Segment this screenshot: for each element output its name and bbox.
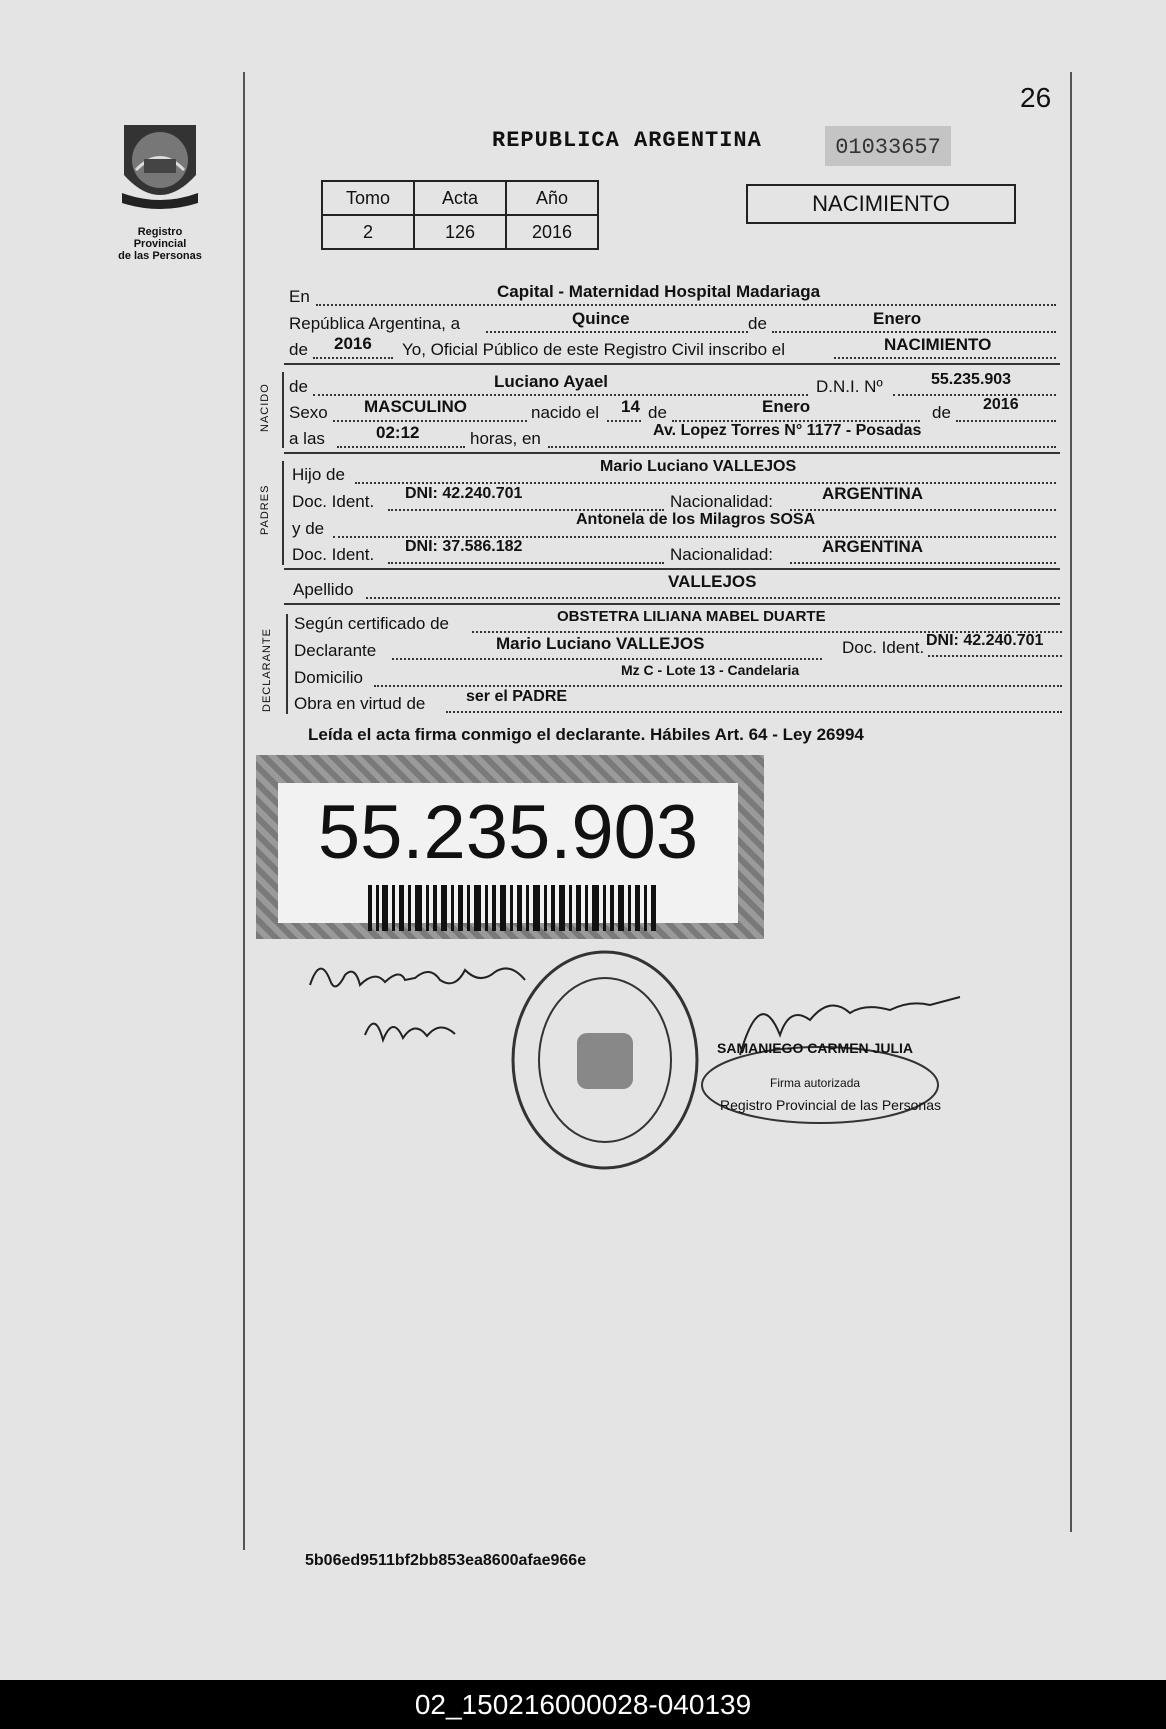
section-divider — [284, 568, 1060, 570]
registration-year: 2016 — [334, 334, 372, 353]
inscribo-value: NACIMIENTO — [884, 335, 992, 354]
en-label: En — [289, 287, 310, 306]
declarante-doc: DNI: 42.240.701 — [926, 632, 1044, 649]
logo-caption-2: de las Personas — [118, 250, 202, 262]
misiones-crest-icon — [114, 115, 206, 215]
place-of-registration: Capital - Maternidad Hospital Madariaga — [497, 282, 821, 301]
document-title: REPUBLICA ARGENTINA — [492, 128, 762, 153]
mother-doc: DNI: 37.586.182 — [405, 538, 523, 555]
acta-header: Acta — [414, 181, 506, 215]
dotted-line — [355, 482, 1056, 484]
tomo-acta-table — [321, 180, 599, 250]
dotted-line — [956, 420, 1056, 422]
section-divider — [284, 363, 1060, 365]
officer-name: SAMANIEGO CARMEN JULIA — [717, 1040, 914, 1056]
dotted-line — [834, 357, 1056, 359]
tomo-value: 2 — [322, 215, 414, 249]
yo-oficial-text: Yo, Oficial Público de este Registro Civil inscribo el — [402, 340, 785, 359]
anio-value: 2016 — [506, 215, 598, 249]
nacionalidad-label: Nacionalidad: — [670, 492, 774, 511]
right-margin-line — [1070, 72, 1072, 1532]
officer-office: Registro Provincial de las Personas — [720, 1097, 941, 1113]
dotted-line — [316, 304, 1056, 306]
left-margin-line — [243, 72, 245, 1550]
obra-value: ser el PADRE — [466, 688, 568, 705]
dotted-line — [366, 597, 1060, 599]
de-label: de — [932, 403, 951, 422]
padres-bracket — [282, 461, 284, 565]
document-hash: 5b06ed9511bf2bb853ea8600afae966e — [305, 1552, 587, 1569]
doc-ident-label: Doc. Ident. — [842, 638, 925, 657]
dotted-line — [337, 446, 465, 448]
declarante-bracket — [286, 614, 288, 714]
horas-en-label: horas, en — [470, 429, 541, 448]
dotted-line — [374, 685, 1062, 687]
padres-section-label: PADRES — [259, 484, 271, 535]
dotted-line — [313, 357, 393, 359]
apellido-label: Apellido — [293, 580, 354, 599]
nacionalidad-label: Nacionalidad: — [670, 545, 774, 564]
birth-month: Enero — [762, 397, 811, 416]
father-doc: DNI: 42.240.701 — [405, 485, 523, 502]
dni-big-number: 55.235.903 — [317, 790, 699, 875]
father-name: Mario Luciano VALLEJOS — [600, 458, 797, 475]
mother-name: Antonela de los Milagros SOSA — [576, 511, 816, 528]
a-las-label: a las — [289, 429, 325, 448]
declarante-name: Mario Luciano VALLEJOS — [496, 634, 705, 653]
birth-year: 2016 — [983, 396, 1019, 413]
dotted-line — [333, 420, 527, 422]
officer-role: Firma autorizada — [770, 1076, 861, 1090]
page-number: 26 — [1020, 82, 1052, 113]
doc-ident-label: Doc. Ident. — [292, 545, 375, 564]
nacido-el-label: nacido el — [531, 403, 600, 422]
dotted-line — [772, 331, 1056, 333]
mother-nationality: ARGENTINA — [822, 537, 924, 556]
dotted-line — [893, 394, 1056, 396]
dotted-line — [446, 711, 1062, 713]
y-de-label: y de — [292, 519, 325, 538]
official-seal-icon — [505, 945, 705, 1175]
de-label: de — [748, 314, 767, 333]
acta-value: 126 — [414, 215, 506, 249]
birth-place: Av. Lopez Torres N° 1177 - Posadas — [653, 422, 922, 439]
de-label: de — [648, 403, 667, 422]
doc-ident-label: Doc. Ident. — [292, 492, 375, 511]
section-divider — [284, 452, 1060, 454]
de-label: de — [289, 377, 308, 396]
surname: VALLEJOS — [668, 572, 757, 591]
child-sex: MASCULINO — [364, 397, 467, 416]
scan-code-footer: 02_150216000028-040139 — [0, 1680, 1166, 1729]
barcode-panel — [278, 783, 738, 923]
birth-time: 02:12 — [376, 423, 420, 442]
dotted-line — [790, 509, 1056, 511]
dotted-line — [392, 658, 822, 660]
dotted-line — [928, 655, 1062, 657]
certificado-value: OBSTETRA LILIANA MABEL DUARTE — [557, 608, 826, 625]
dni-barcode-block — [256, 755, 764, 939]
sexo-label: Sexo — [289, 403, 328, 422]
nacido-bracket — [282, 372, 284, 448]
child-dni: 55.235.903 — [931, 371, 1012, 388]
birth-day: 14 — [621, 397, 640, 416]
declarante-section-label: DECLARANTE — [261, 628, 273, 712]
barcode-icon — [368, 885, 658, 931]
declarante-label: Declarante — [294, 641, 377, 660]
republica-label: República Argentina, a — [289, 314, 461, 333]
dotted-line — [388, 562, 664, 564]
dotted-line — [548, 446, 1056, 448]
record-type-box: NACIMIENTO — [746, 184, 1016, 224]
logo-caption-1: Registro Provincial — [133, 226, 187, 250]
registration-month: Enero — [873, 309, 922, 328]
closing-statement: Leída el acta firma conmigo el declarante. Hábiles Art. 64 - Ley 26994 — [308, 725, 864, 744]
tomo-header: Tomo — [322, 181, 414, 215]
anio-header: Año — [506, 181, 598, 215]
registry-logo — [110, 115, 210, 262]
dotted-line — [486, 331, 748, 333]
domicilio-value: Mz C - Lote 13 - Candelaria — [621, 662, 800, 678]
serial-number: 01033657 — [825, 126, 951, 166]
child-name: Luciano Ayael — [494, 372, 608, 391]
registration-day: Quince — [572, 309, 630, 328]
section-divider — [284, 603, 1060, 605]
hijo-de-label: Hijo de — [292, 465, 345, 484]
certificado-label: Según certificado de — [294, 614, 449, 633]
nacido-section-label: NACIDO — [259, 383, 271, 432]
dotted-line — [313, 394, 808, 396]
dotted-line — [607, 420, 641, 422]
dotted-line — [790, 562, 1056, 564]
dni-label: D.N.I. Nº — [816, 377, 883, 396]
obra-label: Obra en virtud de — [294, 694, 426, 713]
father-nationality: ARGENTINA — [822, 484, 924, 503]
de-label: de — [289, 340, 308, 359]
domicilio-label: Domicilio — [294, 668, 363, 687]
